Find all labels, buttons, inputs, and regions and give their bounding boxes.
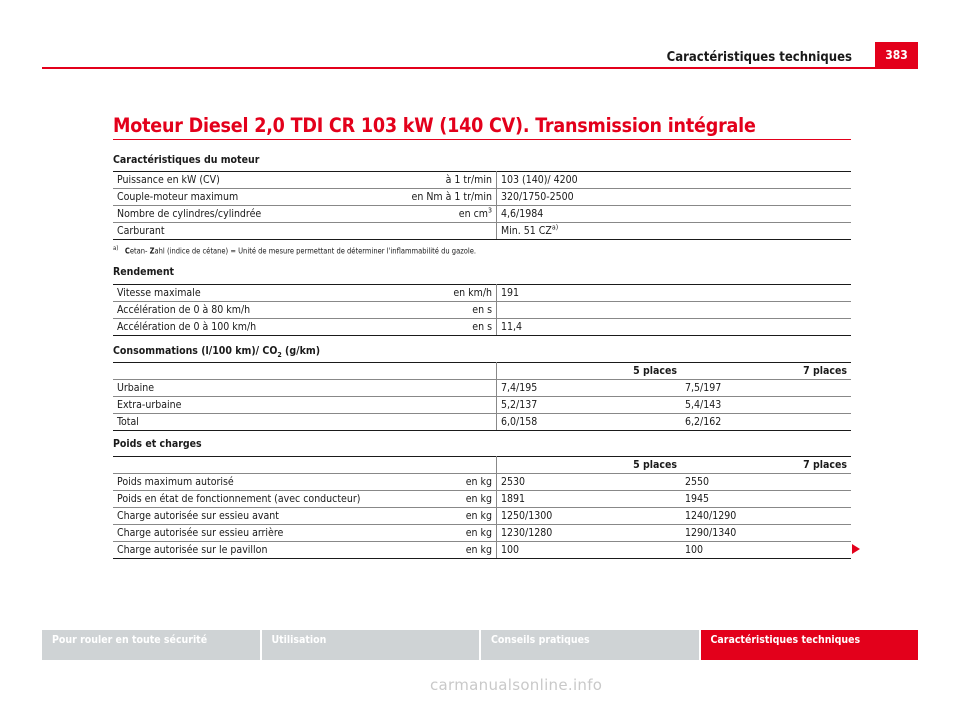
row-empty [681, 223, 851, 240]
title-rule [113, 139, 851, 140]
row-unit [373, 414, 497, 431]
row-label: Puissance en kW (CV) [113, 172, 373, 189]
value-text: Min. 51 CZ [501, 225, 552, 237]
row-label: Charge autorisée sur essieu arrière [113, 525, 373, 542]
continue-arrow-icon[interactable] [852, 544, 860, 554]
row-unit: en kg [373, 474, 497, 491]
row-unit: en s [373, 319, 497, 336]
row-value-7: 1290/1340 [681, 525, 851, 542]
performance-heading: Rendement [113, 266, 175, 278]
row-empty [681, 172, 851, 189]
row-label: Carburant [113, 223, 373, 240]
footnote [113, 245, 476, 256]
header-empty [373, 457, 497, 474]
row-label: Total [113, 414, 373, 431]
row-value: 103 (140)/ 4200 [497, 172, 682, 189]
footnote-ref: a) [551, 223, 559, 232]
table-row [113, 525, 851, 542]
table-row [113, 414, 851, 431]
row-label: Poids maximum autorisé [113, 474, 373, 491]
row-value-7: 5,4/143 [681, 397, 851, 414]
row-value-7: 6,2/162 [681, 414, 851, 431]
footer-tab-technical-data[interactable]: Caractéristiques techniques [701, 630, 919, 660]
consumption-table [113, 362, 851, 431]
consumption-heading-sub: 2 [277, 351, 282, 360]
table-row [113, 189, 851, 206]
row-value-5: 5,2/137 [497, 397, 682, 414]
row-unit [373, 223, 497, 240]
row-empty [681, 302, 851, 319]
page-number: 383 [875, 42, 918, 68]
footer-nav [42, 630, 918, 660]
row-label: Couple-moteur maximum [113, 189, 373, 206]
header-empty [113, 363, 373, 380]
row-value-5: 1250/1300 [497, 508, 682, 525]
row-unit: en kg [373, 525, 497, 542]
table-row [113, 380, 851, 397]
header-col-7-places: 7 places [681, 457, 851, 474]
row-unit: en kg [373, 491, 497, 508]
page-title: Moteur Diesel 2,0 TDI CR 103 kW (140 CV). Transmission intégrale [113, 114, 756, 137]
header-col-7-places: 7 places [681, 363, 851, 380]
row-label: Extra-urbaine [113, 397, 373, 414]
header-col-5-places: 5 places [497, 363, 682, 380]
row-unit [373, 206, 497, 223]
table-row [113, 474, 851, 491]
row-empty [681, 285, 851, 302]
row-value [497, 302, 682, 319]
footer-tab-safety[interactable]: Pour rouler en toute sécurité [42, 630, 260, 660]
row-unit [373, 380, 497, 397]
table-row [113, 491, 851, 508]
row-unit: à 1 tr/min [373, 172, 497, 189]
footnote-c-rest: etan- [129, 246, 150, 256]
row-unit: en Nm à 1 tr/min [373, 189, 497, 206]
table-row [113, 172, 851, 189]
table-row [113, 206, 851, 223]
row-label: Charge autorisée sur le pavillon [113, 542, 373, 559]
consumption-heading-a: Consommations (l/100 km)/ CO [113, 345, 278, 357]
row-label: Poids en état de fonctionnement (avec conducteur) [113, 491, 373, 508]
row-value-7: 1945 [681, 491, 851, 508]
unit-superscript: 3 [487, 206, 492, 215]
row-unit: en km/h [373, 285, 497, 302]
row-value-7: 1240/1290 [681, 508, 851, 525]
table-row [113, 319, 851, 336]
footnote-marker: a) [113, 245, 119, 252]
weights-heading: Poids et charges [113, 438, 202, 450]
row-unit: en kg [373, 508, 497, 525]
row-value-5: 7,4/195 [497, 380, 682, 397]
table-row [113, 285, 851, 302]
row-unit [373, 397, 497, 414]
row-label: Urbaine [113, 380, 373, 397]
row-value-5: 2530 [497, 474, 682, 491]
table-row [113, 508, 851, 525]
row-value: 320/1750-2500 [497, 189, 682, 206]
row-value-5: 100 [497, 542, 682, 559]
consumption-heading [113, 345, 320, 359]
engine-heading: Caractéristiques du moteur [113, 154, 260, 166]
unit-text: en cm [458, 208, 488, 220]
engine-table [113, 171, 851, 240]
header-title: Caractéristiques techniques [666, 50, 852, 65]
row-value-5: 6,0/158 [497, 414, 682, 431]
footer-tab-practical-tips[interactable]: Conseils pratiques [481, 630, 699, 660]
row-label: Accélération de 0 à 80 km/h [113, 302, 373, 319]
weights-table [113, 456, 851, 559]
row-label: Accélération de 0 à 100 km/h [113, 319, 373, 336]
row-label: Charge autorisée sur essieu avant [113, 508, 373, 525]
header-empty [373, 363, 497, 380]
row-label: Nombre de cylindres/cylindrée [113, 206, 373, 223]
table-row [113, 302, 851, 319]
table-row [113, 397, 851, 414]
row-label: Vitesse maximale [113, 285, 373, 302]
row-empty [681, 189, 851, 206]
row-value-7: 2550 [681, 474, 851, 491]
table-row [113, 223, 851, 240]
footer-tab-operation[interactable]: Utilisation [262, 630, 480, 660]
row-value [497, 223, 682, 240]
row-value: 11,4 [497, 319, 682, 336]
header-col-5-places: 5 places [497, 457, 682, 474]
row-value: 191 [497, 285, 682, 302]
footnote-c: C [124, 246, 130, 256]
row-value-7: 100 [681, 542, 851, 559]
footnote-text: ahl (indice de cétane) = Unité de mesure permettant de déterminer l'inflammabilité du gazole. [154, 246, 477, 256]
row-value-5: 1230/1280 [497, 525, 682, 542]
row-value: 4,6/1984 [497, 206, 682, 223]
table-row [113, 542, 851, 559]
row-empty [681, 319, 851, 336]
row-value-7: 7,5/197 [681, 380, 851, 397]
header-empty [113, 457, 373, 474]
performance-table [113, 284, 851, 336]
consumption-heading-b: (g/km) [281, 345, 321, 357]
footnote-z: Z [149, 246, 155, 256]
row-empty [681, 206, 851, 223]
table-header-row [113, 457, 851, 474]
watermark: carmanualsonline.info [430, 676, 603, 694]
row-unit: en s [373, 302, 497, 319]
row-unit: en kg [373, 542, 497, 559]
row-value-5: 1891 [497, 491, 682, 508]
header-rule [42, 67, 918, 69]
table-header-row [113, 363, 851, 380]
